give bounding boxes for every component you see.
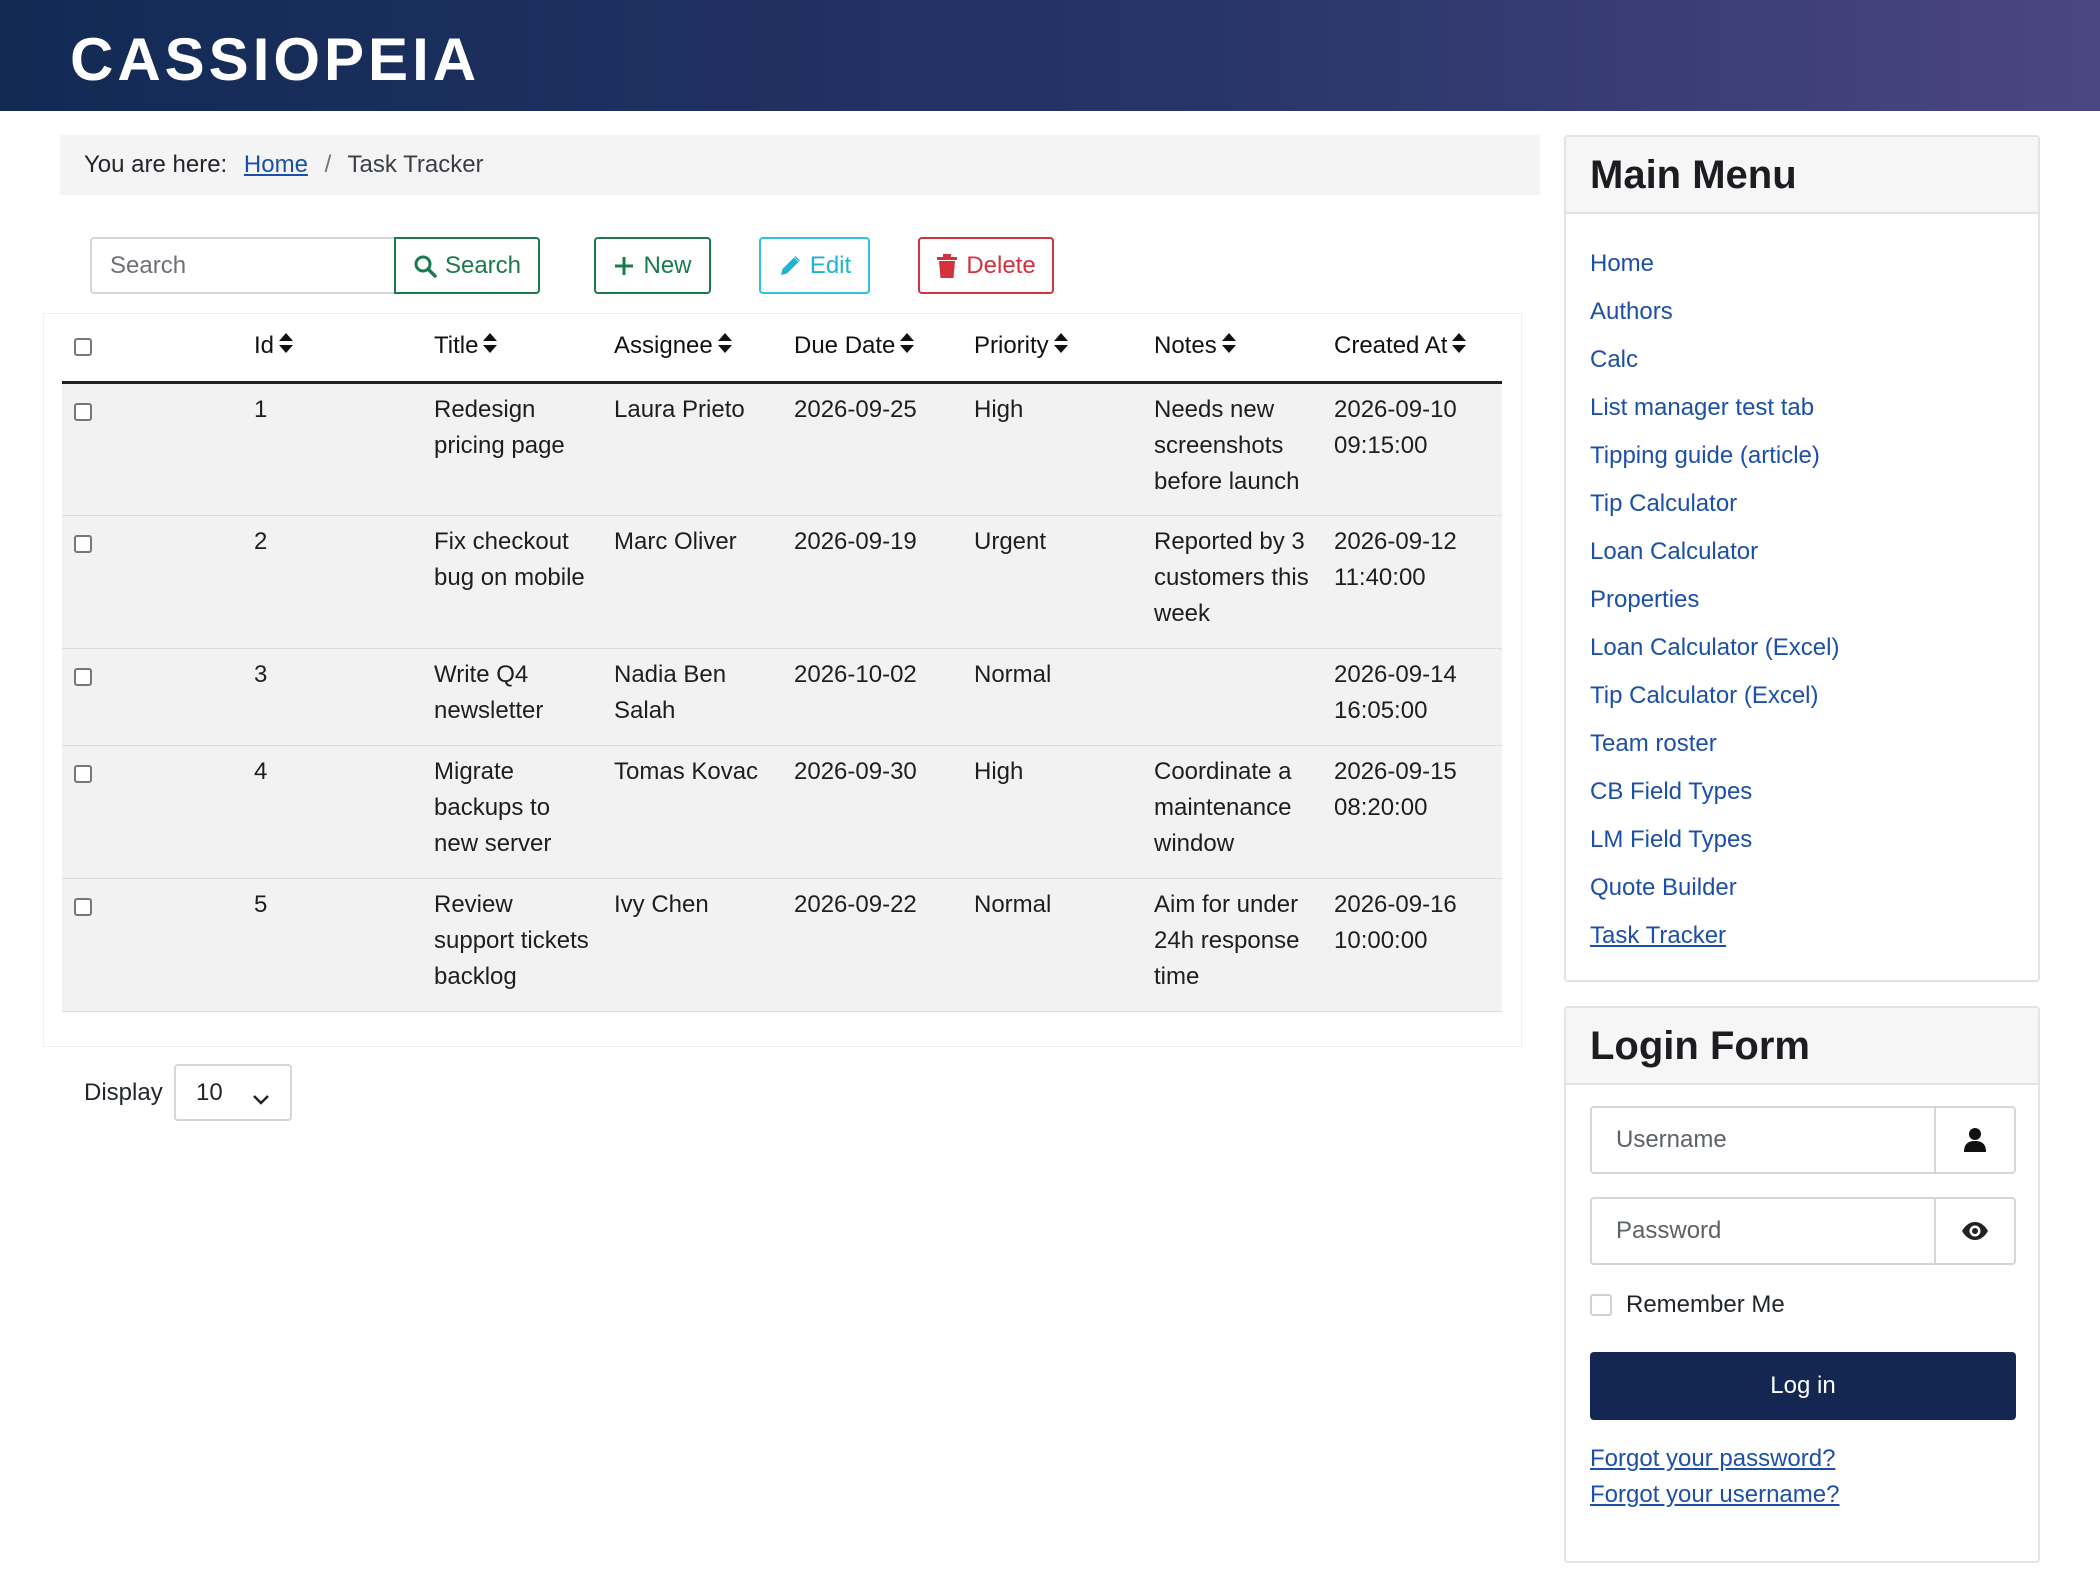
- cell-priority: High: [962, 382, 1142, 515]
- cell-due-date: 2026-09-30: [782, 745, 962, 878]
- row-checkbox[interactable]: [74, 668, 92, 686]
- sort-icon: [278, 329, 294, 365]
- login-button[interactable]: Log in: [1590, 1352, 2016, 1420]
- cell-notes: Reported by 3 customers this week: [1142, 515, 1322, 648]
- cell-notes: [1142, 648, 1322, 745]
- cell-notes: Coordinate a maintenance window: [1142, 745, 1322, 878]
- column-header-id[interactable]: Id: [242, 313, 422, 382]
- site-brand[interactable]: CASSIOPEIA: [70, 26, 481, 93]
- menu-item-loan-calculator-excel[interactable]: Loan Calculator (Excel): [1590, 634, 1840, 661]
- sort-icon: [1053, 329, 1069, 365]
- plus-icon: [613, 255, 635, 277]
- edit-button-label: Edit: [809, 251, 852, 279]
- site-header: [0, 0, 2100, 111]
- new-button-label: New: [643, 251, 692, 279]
- cell-id: 5: [242, 878, 422, 1011]
- select-all-header: [62, 313, 242, 382]
- cell-assignee: Laura Prieto: [602, 382, 782, 515]
- row-checkbox[interactable]: [74, 403, 92, 421]
- column-header-created-at[interactable]: Created At: [1322, 313, 1502, 382]
- cell-title: Review support tickets backlog: [422, 878, 602, 1011]
- breadcrumb-current: Task Tracker: [347, 151, 484, 178]
- cell-assignee: Nadia Ben Salah: [602, 648, 782, 745]
- new-button[interactable]: [594, 237, 711, 294]
- forgot-password-link[interactable]: Forgot your password?: [1590, 1445, 1836, 1472]
- menu-item-lm-field-types[interactable]: LM Field Types: [1590, 826, 1753, 853]
- menu-item-task-tracker[interactable]: Task Tracker: [1590, 922, 1727, 949]
- main-menu-card: [1564, 135, 2040, 982]
- column-header-title[interactable]: Title: [422, 313, 602, 382]
- cell-created-at: 2026-09-16 10:00:00: [1322, 878, 1502, 1011]
- search-icon: [413, 254, 437, 278]
- remember-me-checkbox[interactable]: [1590, 1294, 1612, 1316]
- cell-title: Migrate backups to new server: [422, 745, 602, 878]
- cell-due-date: 2026-09-22: [782, 878, 962, 1011]
- cell-id: 2: [242, 515, 422, 648]
- table-row[interactable]: [62, 648, 1502, 745]
- sort-icon: [717, 329, 733, 365]
- column-header-due-date[interactable]: Due Date: [782, 313, 962, 382]
- row-checkbox[interactable]: [74, 765, 92, 783]
- menu-item-team-roster[interactable]: Team roster: [1590, 730, 1717, 757]
- cell-title: Fix checkout bug on mobile: [422, 515, 602, 648]
- breadcrumb-prefix: You are here:: [84, 151, 228, 178]
- cell-created-at: 2026-09-10 09:15:00: [1322, 382, 1502, 515]
- login-form-title: Login Form: [1566, 1008, 2038, 1085]
- username-input[interactable]: [1592, 1108, 1934, 1172]
- cell-notes: Aim for under 24h response time: [1142, 878, 1322, 1011]
- display-select[interactable]: [174, 1064, 292, 1121]
- menu-item-calc[interactable]: Calc: [1590, 346, 1639, 373]
- main-menu-title: Main Menu: [1566, 137, 2038, 214]
- table-row[interactable]: [62, 382, 1502, 515]
- cell-id: 1: [242, 382, 422, 515]
- cell-priority: Urgent: [962, 515, 1142, 648]
- menu-item-quote-builder[interactable]: Quote Builder: [1590, 874, 1737, 901]
- edit-button[interactable]: [759, 237, 870, 294]
- chevron-down-icon: [252, 1086, 270, 1114]
- menu-item-list-manager-test-tab[interactable]: List manager test tab: [1590, 394, 1815, 421]
- search-input[interactable]: [90, 237, 395, 294]
- cell-id: 4: [242, 745, 422, 878]
- cell-created-at: 2026-09-15 08:20:00: [1322, 745, 1502, 878]
- cell-id: 3: [242, 648, 422, 745]
- menu-item-tipping-guide[interactable]: Tipping guide (article): [1590, 442, 1820, 469]
- cell-priority: Normal: [962, 878, 1142, 1011]
- remember-me-label: Remember Me: [1626, 1291, 1785, 1318]
- breadcrumb-separator: /: [324, 151, 332, 178]
- cell-notes: Needs new screenshots before launch: [1142, 382, 1322, 515]
- main-menu-list: [1566, 214, 2038, 960]
- remember-me[interactable]: [1590, 1291, 1785, 1319]
- menu-item-authors[interactable]: Authors: [1590, 298, 1673, 325]
- password-group: [1590, 1197, 2016, 1265]
- table-row[interactable]: [62, 745, 1502, 878]
- trash-icon: [936, 254, 958, 278]
- cell-assignee: Tomas Kovac: [602, 745, 782, 878]
- menu-item-loan-calculator[interactable]: Loan Calculator: [1590, 538, 1759, 565]
- table-row[interactable]: [62, 878, 1502, 1011]
- column-header-notes[interactable]: Notes: [1142, 313, 1322, 382]
- row-checkbox[interactable]: [74, 898, 92, 916]
- sort-icon: [1451, 329, 1467, 365]
- delete-button[interactable]: [918, 237, 1054, 294]
- menu-item-home[interactable]: Home: [1590, 250, 1655, 277]
- menu-item-properties[interactable]: Properties: [1590, 586, 1700, 613]
- user-icon: [1934, 1108, 2014, 1172]
- password-input[interactable]: [1592, 1199, 1934, 1263]
- cell-assignee: Marc Oliver: [602, 515, 782, 648]
- cell-created-at: 2026-09-14 16:05:00: [1322, 648, 1502, 745]
- display-select-value: 10: [196, 1078, 223, 1106]
- menu-item-tip-calculator[interactable]: Tip Calculator: [1590, 490, 1738, 517]
- cell-priority: Normal: [962, 648, 1142, 745]
- breadcrumb: [60, 135, 1540, 195]
- cell-due-date: 2026-10-02: [782, 648, 962, 745]
- row-checkbox[interactable]: [74, 535, 92, 553]
- sort-icon: [899, 329, 915, 365]
- username-group: [1590, 1106, 2016, 1174]
- table-row[interactable]: [62, 515, 1502, 648]
- table-header-row: [62, 313, 1502, 382]
- search-button-label: Search: [444, 251, 522, 279]
- column-header-assignee[interactable]: Assignee: [602, 313, 782, 382]
- sort-icon: [482, 329, 498, 365]
- forgot-username-link[interactable]: Forgot your username?: [1590, 1481, 1840, 1508]
- task-table: [62, 313, 1502, 1012]
- cell-due-date: 2026-09-25: [782, 382, 962, 515]
- search-button[interactable]: [394, 237, 540, 294]
- eye-icon[interactable]: [1934, 1199, 2014, 1263]
- pencil-icon: [778, 254, 802, 278]
- cell-created-at: 2026-09-12 11:40:00: [1322, 515, 1502, 648]
- cell-priority: High: [962, 745, 1142, 878]
- login-form-card: [1564, 1006, 2040, 1563]
- display-label: Display: [84, 1079, 163, 1106]
- cell-title: Redesign pricing page: [422, 382, 602, 515]
- sort-icon: [1221, 329, 1237, 365]
- cell-assignee: Ivy Chen: [602, 878, 782, 1011]
- breadcrumb-home-link[interactable]: Home: [243, 151, 308, 178]
- select-all-checkbox[interactable]: [74, 338, 92, 356]
- cell-due-date: 2026-09-19: [782, 515, 962, 648]
- cell-title: Write Q4 newsletter: [422, 648, 602, 745]
- menu-item-cb-field-types[interactable]: CB Field Types: [1590, 778, 1753, 805]
- column-header-priority[interactable]: Priority: [962, 313, 1142, 382]
- delete-button-label: Delete: [966, 251, 1036, 279]
- menu-item-tip-calculator-excel[interactable]: Tip Calculator (Excel): [1590, 682, 1819, 709]
